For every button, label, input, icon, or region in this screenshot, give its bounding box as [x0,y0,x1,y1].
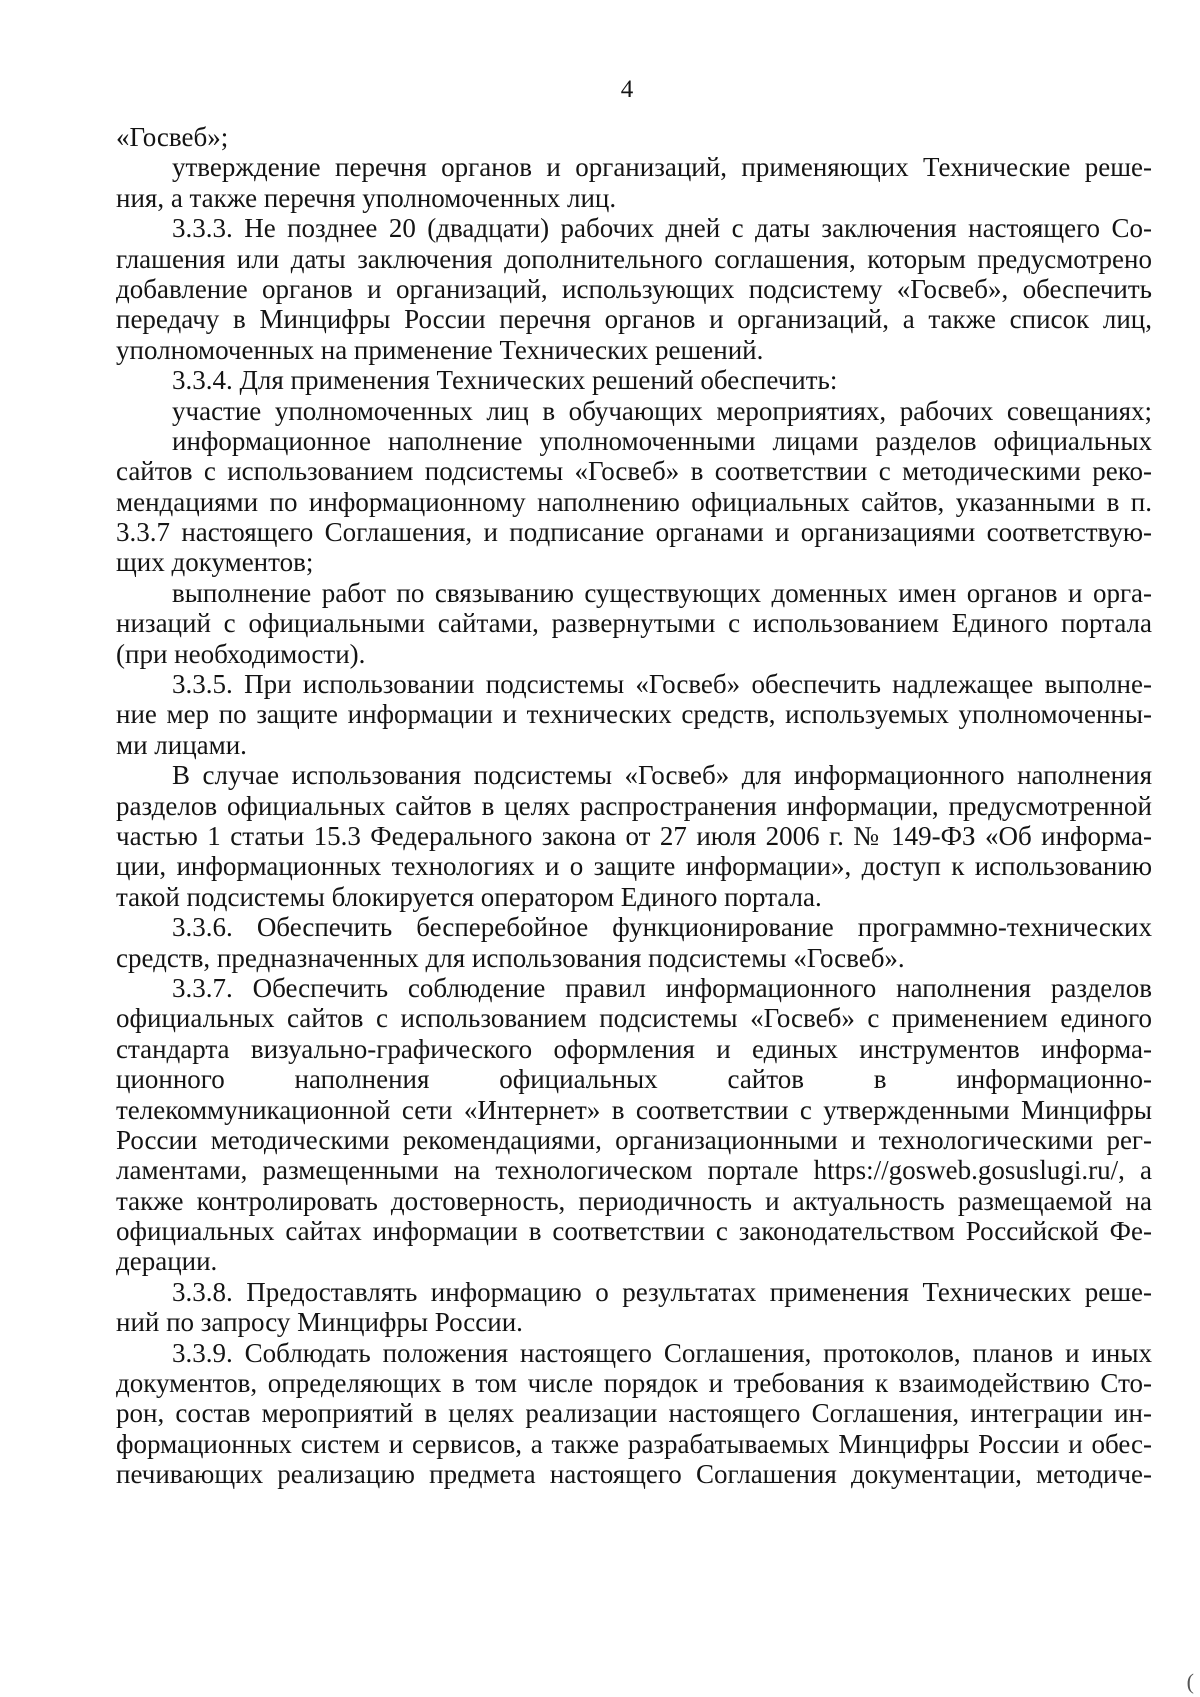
text-line: 3.3.5. При использовании подсистемы «Госвеб» обеспечить надлежащее выполне- [172,669,1152,700]
text-line: России методическими рекомендациями, организационными и технологическими рег- [116,1124,1152,1155]
text-line: также контролировать достоверность, периодичность и актуальность размещаемой на [116,1185,1152,1216]
text-line: В случае использования подсистемы «Госвеб» для информационного наполнения [172,760,1152,791]
document-body [116,122,1152,1490]
text-line: ми лицами. [116,729,247,760]
text-line: 3.3.4. Для применения Технических решений обеспечить: [172,365,838,396]
text-line: формационных систем и сервисов, а также разрабатываемых Минцифры России и обес- [116,1428,1152,1459]
text-line: ние мер по защите информации и технических средств, используемых уполномоченны- [116,699,1152,730]
text-line: щих документов; [116,547,314,578]
text-line: мендациями по информационному наполнению официальных сайтов, указанными в п. [116,486,1152,517]
text-line: ния, а также перечня уполномоченных лиц. [116,182,617,213]
text-line: участие уполномоченных лиц в обучающих мероприятиях, рабочих совещаниях; [172,395,1152,426]
text-line: печивающих реализацию предмета настоящего Соглашения документации, методиче- [116,1459,1152,1490]
text-line: 3.3.9. Соблюдать положения настоящего Соглашения, протоколов, планов и иных [172,1337,1152,1368]
text-line: ционного наполнения официальных сайтов в информационно- [116,1064,1152,1095]
text-line: 3.3.7. Обеспечить соблюдение правил информационного наполнения разделов [172,972,1152,1003]
text-line: 3.3.6. Обеспечить бесперебойное функционирование программно-технических [172,912,1152,943]
text-line: сайтов с использованием подсистемы «Госвеб» в соответствии с методическими реко- [116,456,1152,487]
text-line: телекоммуникационной сети «Интернет» в соответствии с утвержденными Минцифры [116,1094,1152,1125]
text-line: разделов официальных сайтов в целях распространения информации, предусмотренной [116,790,1152,821]
text-line: 3.3.8. Предоставлять информацию о результатах применения Технических реше- [172,1276,1152,1307]
text-line: выполнение работ по связыванию существующих доменных имен органов и орга- [172,577,1152,608]
page-edge-mark: ( [1186,1669,1194,1694]
text-line: (при необходимости). [116,638,366,669]
text-line: уполномоченных на применение Технических решений. [116,334,764,365]
text-line: стандарта визуально-графического оформления и единых инструментов информа- [116,1033,1152,1064]
text-line: официальных сайтов с использованием подсистемы «Госвеб» с применением единого [116,1003,1152,1034]
text-line: дерации. [116,1246,218,1277]
text-line: официальных сайтах информации в соответствии с законодательством Российской Фе- [116,1216,1152,1247]
text-line: частью 1 статьи 15.3 Федерального закона от 27 июля 2006 г. № 149-ФЗ «Об информа- [116,820,1152,851]
text-line: ламентами, размещенными на технологическом портале https://gosweb.gosuslugi.ru/, а [116,1155,1152,1186]
text-line: 3.3.7 настоящего Соглашения, и подписание органами и организациями соответствую- [116,517,1152,548]
text-line: информационное наполнение уполномоченными лицами разделов официальных [172,425,1152,456]
text-line: ний по запросу Минцифры России. [116,1307,523,1338]
text-line: передачу в Минцифры России перечня органов и организаций, а также список лиц, [116,304,1152,335]
text-line: ции, информационных технологиях и о защите информации», доступ к использованию [116,851,1152,882]
text-line: глашения или даты заключения дополнительного соглашения, которым предусмотрено [116,243,1152,274]
text-line: 3.3.3. Не позднее 20 (двадцати) рабочих дней с даты заключения настоящего Со- [172,213,1152,244]
text-line: рон, состав мероприятий в целях реализации настоящего Соглашения, интеграции ин- [116,1398,1152,1429]
text-line: такой подсистемы блокируется оператором Единого портала. [116,881,822,912]
text-line: документов, определяющих в том числе порядок и требования к взаимодействию Сто- [116,1368,1152,1399]
text-line: низаций с официальными сайтами, развернутыми с использованием Единого портала [116,608,1152,639]
text-line: добавление органов и организаций, использующих подсистему «Госвеб», обеспечить [116,273,1152,304]
page-number: 4 [620,76,634,103]
text-line: «Госвеб»; [116,122,229,152]
text-line: утверждение перечня органов и организаций, применяющих Технические реше- [172,152,1152,183]
text-line: средств, предназначенных для использования подсистемы «Госвеб». [116,942,905,973]
